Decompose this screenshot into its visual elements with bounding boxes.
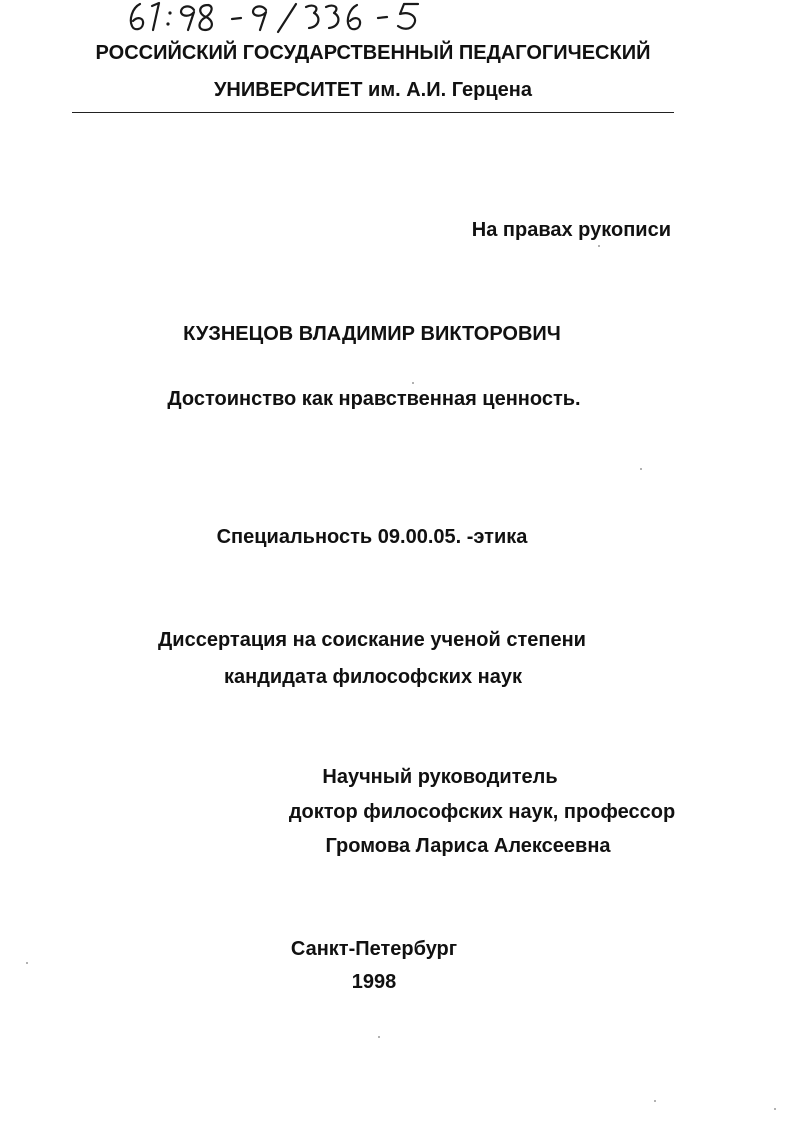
- university-name-line-1: РОССИЙСКИЙ ГОСУДАРСТВЕННЫЙ ПЕДАГОГИЧЕСКИЙ: [95, 42, 651, 64]
- university-name-line-2: УНИВЕРСИТЕТ им. А.И. Герцена: [213, 79, 533, 101]
- scan-speck: [640, 468, 642, 470]
- scan-speck: [598, 245, 600, 247]
- scan-speck: [378, 1036, 380, 1038]
- handwritten-call-number: [128, 0, 448, 34]
- scan-speck: [774, 1108, 776, 1110]
- supervisor-label: Научный руководитель: [322, 766, 558, 788]
- scan-speck: [26, 962, 28, 964]
- specialty: Специальность 09.00.05. -этика: [216, 526, 528, 548]
- scan-speck: [654, 1100, 656, 1102]
- header-rule: [72, 112, 674, 113]
- author-name: КУЗНЕЦОВ ВЛАДИМИР ВИКТОРОВИЧ: [183, 323, 561, 345]
- scan-speck: [412, 382, 414, 384]
- degree-line-2: кандидата философских наук: [224, 666, 522, 688]
- dissertation-title: Достоинство как нравственная ценность.: [167, 388, 581, 410]
- supervisor-degree: доктор философских наук, профессор: [288, 801, 676, 823]
- year: 1998: [351, 971, 397, 993]
- city: Санкт-Петербург: [290, 938, 458, 960]
- manuscript-rights-note: На правах рукописи: [471, 219, 671, 241]
- supervisor-name: Громова Лариса Алексеевна: [325, 835, 611, 857]
- degree-line-1: Диссертация на соискание ученой степени: [158, 629, 586, 651]
